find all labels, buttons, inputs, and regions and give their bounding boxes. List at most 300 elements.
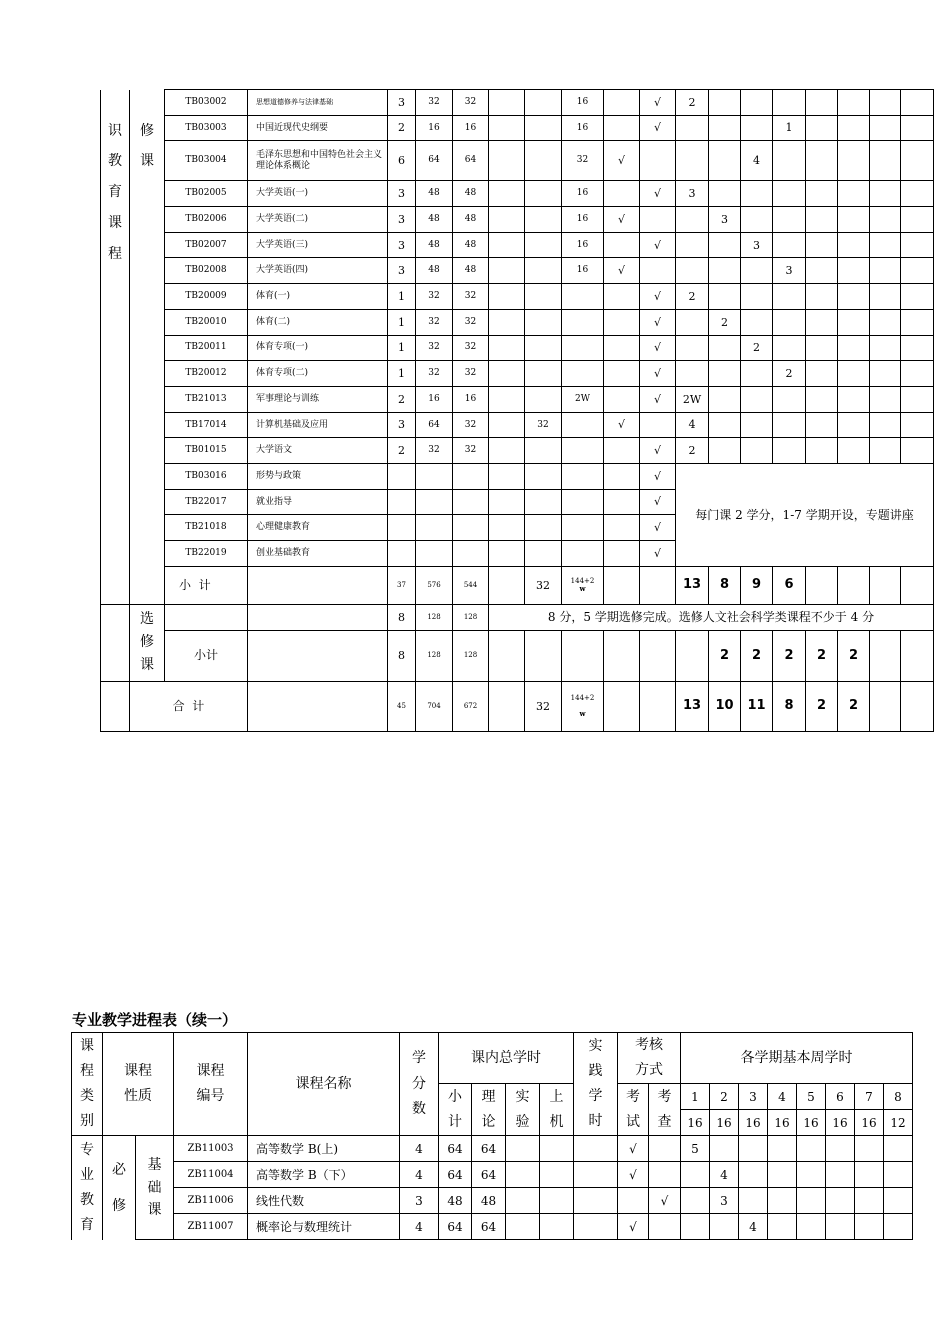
vertical-char: 修 bbox=[112, 1198, 126, 1215]
header-practice: 实 践 学 时 bbox=[574, 1033, 618, 1136]
semester-hours: 2W bbox=[676, 386, 709, 412]
semester-hours bbox=[855, 1188, 884, 1214]
semester-hours bbox=[901, 386, 934, 412]
page-title: 专业教学进程表（续一） bbox=[72, 1011, 238, 1029]
check-mark: √ bbox=[640, 115, 676, 141]
semester-weeks: 16 bbox=[855, 1110, 884, 1136]
check-mark: √ bbox=[640, 515, 676, 541]
practice-hours bbox=[562, 681, 604, 731]
elective-label bbox=[130, 604, 165, 681]
lecture-note: 每门课 2 学分，1-7 学期开设，专题讲座 bbox=[676, 463, 934, 566]
vertical-char: 程 bbox=[108, 245, 122, 262]
check-mark: √ bbox=[640, 463, 676, 489]
total-hours: 64 bbox=[439, 1214, 472, 1240]
semester-hours: 6 bbox=[773, 566, 806, 604]
course-code: TB22017 bbox=[165, 489, 248, 515]
semester-hours bbox=[768, 1188, 797, 1214]
check-mark: √ bbox=[640, 90, 676, 116]
computer-hours bbox=[525, 284, 562, 310]
semester-hours bbox=[797, 1136, 826, 1162]
check-mark: √ bbox=[640, 489, 676, 515]
practice-hours bbox=[562, 438, 604, 464]
semester-hours: 2 bbox=[709, 309, 741, 335]
semester-hours bbox=[901, 90, 934, 116]
semester-hours bbox=[901, 181, 934, 207]
nature-label bbox=[103, 1136, 136, 1240]
semester-hours bbox=[870, 335, 901, 361]
computer-hours bbox=[525, 90, 562, 116]
semester-hours bbox=[870, 141, 901, 181]
semester-hours bbox=[884, 1188, 913, 1214]
semester-hours bbox=[676, 309, 709, 335]
experiment-hours bbox=[489, 232, 525, 258]
exam-mark: √ bbox=[604, 412, 640, 438]
credit: 4 bbox=[400, 1136, 439, 1162]
empty-cell bbox=[416, 541, 453, 567]
semester-hours bbox=[838, 335, 870, 361]
semester-hours bbox=[768, 1162, 797, 1188]
semester-number: 4 bbox=[768, 1084, 797, 1110]
theory-hours: 32 bbox=[453, 412, 489, 438]
header-semester-hours: 各学期基本周学时 bbox=[681, 1033, 913, 1084]
check-mark bbox=[640, 207, 676, 233]
experiment-hours bbox=[506, 1214, 540, 1240]
check-mark: √ bbox=[640, 541, 676, 567]
practice-hours bbox=[562, 566, 604, 604]
course-code: TB03003 bbox=[165, 115, 248, 141]
course-code: TB02008 bbox=[165, 258, 248, 284]
semester-weeks: 16 bbox=[797, 1110, 826, 1136]
empty-cell bbox=[416, 515, 453, 541]
semester-hours bbox=[838, 566, 870, 604]
practice-hours: 16 bbox=[562, 181, 604, 207]
vertical-char: 必 bbox=[112, 1161, 126, 1178]
exam-mark bbox=[604, 90, 640, 116]
semester-hours bbox=[676, 630, 709, 681]
credit: 3 bbox=[388, 207, 416, 233]
check-mark bbox=[640, 258, 676, 284]
semester-hours: 4 bbox=[739, 1214, 768, 1240]
semester-hours bbox=[741, 258, 773, 284]
empty-cell bbox=[388, 515, 416, 541]
practice-hours bbox=[562, 284, 604, 310]
header-exam: 考 试 bbox=[618, 1084, 649, 1136]
semester-hours: 8 bbox=[773, 681, 806, 731]
semester-hours bbox=[741, 284, 773, 310]
vertical-char: 课 bbox=[140, 153, 154, 170]
semester-hours bbox=[773, 386, 806, 412]
total-hours: 32 bbox=[416, 284, 453, 310]
category-label bbox=[101, 604, 130, 681]
semester-hours bbox=[741, 361, 773, 387]
semester-hours bbox=[870, 412, 901, 438]
empty-cell bbox=[640, 630, 676, 681]
semester-hours bbox=[739, 1162, 768, 1188]
semester-hours bbox=[773, 438, 806, 464]
semester-hours: 2 bbox=[838, 681, 870, 731]
semester-hours bbox=[773, 141, 806, 181]
experiment-hours bbox=[506, 1136, 540, 1162]
semester-hours bbox=[870, 284, 901, 310]
credit: 37 bbox=[388, 566, 416, 604]
semester-hours bbox=[676, 207, 709, 233]
course-code: ZB11003 bbox=[174, 1136, 248, 1162]
exam-mark bbox=[604, 515, 640, 541]
type-label bbox=[136, 1136, 174, 1240]
experiment-hours bbox=[489, 284, 525, 310]
semester-hours: 13 bbox=[676, 681, 709, 731]
exam-mark: √ bbox=[618, 1214, 649, 1240]
empty-cell bbox=[489, 515, 525, 541]
semester-hours bbox=[870, 361, 901, 387]
header-code: 课程编号 bbox=[174, 1033, 248, 1136]
table-row bbox=[101, 141, 934, 181]
course-name: 思想道德修养与法律基础 bbox=[248, 90, 388, 116]
credit: 4 bbox=[400, 1162, 439, 1188]
semester-hours bbox=[838, 412, 870, 438]
credit: 2 bbox=[388, 438, 416, 464]
semester-hours bbox=[806, 115, 838, 141]
exam-mark bbox=[604, 438, 640, 464]
semester-hours bbox=[710, 1136, 739, 1162]
course-name: 高等数学 B(上) bbox=[248, 1136, 400, 1162]
empty-cell bbox=[525, 630, 562, 681]
table-row bbox=[72, 1214, 913, 1240]
empty-cell bbox=[525, 489, 562, 515]
total-hours: 64 bbox=[416, 412, 453, 438]
empty-cell bbox=[562, 463, 604, 489]
computer-hours bbox=[525, 207, 562, 233]
computer-hours bbox=[540, 1188, 574, 1214]
empty-cell bbox=[562, 489, 604, 515]
semester-hours: 4 bbox=[741, 141, 773, 181]
semester-hours bbox=[676, 141, 709, 181]
semester-hours bbox=[773, 309, 806, 335]
semester-hours bbox=[741, 412, 773, 438]
experiment-hours bbox=[489, 181, 525, 207]
semester-hours bbox=[870, 438, 901, 464]
semester-hours bbox=[884, 1136, 913, 1162]
course-name: 体育专项(二) bbox=[248, 361, 388, 387]
credit: 3 bbox=[388, 232, 416, 258]
semester-hours bbox=[797, 1214, 826, 1240]
exam-mark bbox=[604, 284, 640, 310]
semester-hours bbox=[901, 258, 934, 284]
experiment-hours bbox=[489, 412, 525, 438]
credit: 2 bbox=[388, 386, 416, 412]
credit: 6 bbox=[388, 141, 416, 181]
semester-hours bbox=[709, 141, 741, 181]
semester-hours bbox=[676, 335, 709, 361]
semester-hours bbox=[768, 1214, 797, 1240]
header-credit: 学 分 数 bbox=[400, 1033, 439, 1136]
empty-cell bbox=[416, 489, 453, 515]
theory-hours: 48 bbox=[453, 207, 489, 233]
semester-hours bbox=[739, 1188, 768, 1214]
semester-hours bbox=[901, 566, 934, 604]
semester-hours bbox=[826, 1214, 855, 1240]
experiment-hours bbox=[489, 386, 525, 412]
semester-weeks: 16 bbox=[681, 1110, 710, 1136]
computer-hours: 32 bbox=[525, 681, 562, 731]
semester-hours bbox=[806, 232, 838, 258]
semester-hours: 9 bbox=[741, 566, 773, 604]
semester-number: 2 bbox=[710, 1084, 739, 1110]
semester-hours: 2 bbox=[709, 630, 741, 681]
empty-cell bbox=[525, 463, 562, 489]
semester-hours bbox=[676, 232, 709, 258]
header-theory: 理 论 bbox=[472, 1084, 506, 1136]
exam-mark bbox=[604, 115, 640, 141]
course-name: 大学英语(二) bbox=[248, 207, 388, 233]
semester-hours bbox=[855, 1136, 884, 1162]
semester-hours bbox=[709, 386, 741, 412]
subtotal-label: 小 计 bbox=[165, 566, 248, 604]
semester-hours bbox=[741, 309, 773, 335]
exam-mark bbox=[604, 541, 640, 567]
practice-hours bbox=[562, 412, 604, 438]
practice-hours: 16 bbox=[562, 258, 604, 284]
semester-hours bbox=[838, 115, 870, 141]
theory-hours: 64 bbox=[472, 1162, 506, 1188]
semester-hours bbox=[709, 335, 741, 361]
theory-hours: 32 bbox=[453, 361, 489, 387]
semester-weeks: 16 bbox=[739, 1110, 768, 1136]
course-code: TB02005 bbox=[165, 181, 248, 207]
semester-hours: 4 bbox=[710, 1162, 739, 1188]
empty-cell bbox=[489, 463, 525, 489]
table-row bbox=[101, 566, 934, 604]
credit: 3 bbox=[388, 181, 416, 207]
semester-hours bbox=[773, 284, 806, 310]
empty-cell bbox=[562, 515, 604, 541]
semester-hours bbox=[870, 90, 901, 116]
empty-cell bbox=[453, 489, 489, 515]
theory-hours: 672 bbox=[453, 681, 489, 731]
semester-hours bbox=[806, 566, 838, 604]
semester-weeks: 16 bbox=[826, 1110, 855, 1136]
table-row bbox=[101, 258, 934, 284]
course-code: TB20011 bbox=[165, 335, 248, 361]
practice-a: 144+2 bbox=[570, 576, 595, 585]
credit: 8 bbox=[388, 630, 416, 681]
course-code: TB20009 bbox=[165, 284, 248, 310]
semester-hours bbox=[855, 1162, 884, 1188]
semester-hours bbox=[826, 1162, 855, 1188]
practice-hours: 16 bbox=[562, 232, 604, 258]
course-name: 大学英语(一) bbox=[248, 181, 388, 207]
credit: 1 bbox=[388, 361, 416, 387]
practice-hours bbox=[574, 1136, 618, 1162]
empty-cell bbox=[453, 541, 489, 567]
check-mark bbox=[640, 141, 676, 181]
course-name: 毛泽东思想和中国特色社会主义理论体系概论 bbox=[248, 141, 388, 181]
course-code: TB02006 bbox=[165, 207, 248, 233]
semester-hours bbox=[797, 1188, 826, 1214]
empty-cell bbox=[525, 541, 562, 567]
credit: 45 bbox=[388, 681, 416, 731]
practice-hours bbox=[574, 1214, 618, 1240]
semester-hours bbox=[676, 115, 709, 141]
semester-hours bbox=[901, 115, 934, 141]
semester-hours bbox=[838, 90, 870, 116]
computer-hours bbox=[525, 141, 562, 181]
semester-hours: 8 bbox=[709, 566, 741, 604]
semester-hours bbox=[901, 361, 934, 387]
semester-hours bbox=[676, 361, 709, 387]
empty-cell bbox=[604, 630, 640, 681]
semester-hours: 13 bbox=[676, 566, 709, 604]
semester-hours: 11 bbox=[741, 681, 773, 731]
header-experiment: 实 验 bbox=[506, 1084, 540, 1136]
total-hours: 704 bbox=[416, 681, 453, 731]
course-code: TB03002 bbox=[165, 90, 248, 116]
empty-cell bbox=[525, 515, 562, 541]
empty-cell bbox=[248, 630, 388, 681]
semester-hours bbox=[709, 115, 741, 141]
computer-hours bbox=[525, 232, 562, 258]
semester-hours bbox=[870, 630, 901, 681]
practice-hours: 2W bbox=[562, 386, 604, 412]
course-code: TB20012 bbox=[165, 361, 248, 387]
table-row bbox=[101, 181, 934, 207]
semester-hours bbox=[773, 181, 806, 207]
total-hours: 576 bbox=[416, 566, 453, 604]
vertical-char: 课 bbox=[108, 214, 122, 231]
vertical-char: 教 bbox=[108, 153, 122, 170]
semester-hours bbox=[838, 141, 870, 181]
check-mark: √ bbox=[640, 438, 676, 464]
course-code: TB02007 bbox=[165, 232, 248, 258]
table-row bbox=[101, 207, 934, 233]
course-code: TB03016 bbox=[165, 463, 248, 489]
general-education-table bbox=[100, 89, 934, 732]
computer-hours bbox=[540, 1162, 574, 1188]
vertical-char: 修 bbox=[140, 634, 154, 651]
semester-hours bbox=[901, 438, 934, 464]
total-hours: 32 bbox=[416, 361, 453, 387]
course-code: TB21018 bbox=[165, 515, 248, 541]
total-hours: 48 bbox=[416, 181, 453, 207]
experiment-hours bbox=[489, 90, 525, 116]
computer-hours bbox=[540, 1136, 574, 1162]
exam-mark: √ bbox=[604, 207, 640, 233]
vertical-char: 课 bbox=[147, 1202, 162, 1219]
vertical-char: 选 bbox=[140, 611, 154, 628]
grand-total-label: 合 计 bbox=[130, 681, 248, 731]
table-row bbox=[101, 412, 934, 438]
semester-hours: 3 bbox=[709, 207, 741, 233]
credit: 1 bbox=[388, 309, 416, 335]
course-name: 体育专项(一) bbox=[248, 335, 388, 361]
vertical-char: 教 bbox=[80, 1192, 94, 1209]
semester-hours bbox=[709, 232, 741, 258]
course-code: TB17014 bbox=[165, 412, 248, 438]
semester-hours bbox=[838, 181, 870, 207]
check-mark bbox=[649, 1162, 681, 1188]
semester-hours bbox=[901, 232, 934, 258]
vertical-char: 础 bbox=[147, 1179, 162, 1196]
empty-cell bbox=[562, 541, 604, 567]
total-hours: 32 bbox=[416, 438, 453, 464]
credit: 3 bbox=[400, 1188, 439, 1214]
semester-hours bbox=[806, 90, 838, 116]
total-hours: 64 bbox=[439, 1136, 472, 1162]
semester-hours bbox=[741, 181, 773, 207]
semester-hours bbox=[826, 1136, 855, 1162]
check-mark: √ bbox=[640, 361, 676, 387]
semester-hours bbox=[870, 309, 901, 335]
semester-hours bbox=[806, 207, 838, 233]
table-row bbox=[101, 115, 934, 141]
experiment-hours bbox=[506, 1188, 540, 1214]
semester-hours bbox=[710, 1214, 739, 1240]
theory-hours: 48 bbox=[472, 1188, 506, 1214]
semester-hours bbox=[838, 309, 870, 335]
semester-hours bbox=[870, 232, 901, 258]
semester-hours bbox=[901, 284, 934, 310]
total-hours: 64 bbox=[439, 1162, 472, 1188]
vertical-char: 修 bbox=[140, 122, 154, 139]
credit: 3 bbox=[388, 412, 416, 438]
semester-hours bbox=[838, 361, 870, 387]
computer-hours bbox=[525, 181, 562, 207]
category-label bbox=[101, 90, 130, 605]
semester-hours bbox=[838, 258, 870, 284]
theory-hours: 16 bbox=[453, 386, 489, 412]
theory-hours: 48 bbox=[453, 181, 489, 207]
exam-mark bbox=[604, 309, 640, 335]
vertical-char: 育 bbox=[80, 1217, 94, 1234]
theory-hours: 16 bbox=[453, 115, 489, 141]
semester-hours bbox=[739, 1136, 768, 1162]
semester-number: 6 bbox=[826, 1084, 855, 1110]
theory-hours: 48 bbox=[453, 258, 489, 284]
course-code: TB22019 bbox=[165, 541, 248, 567]
course-name: 大学英语(三) bbox=[248, 232, 388, 258]
experiment-hours bbox=[489, 141, 525, 181]
semester-hours bbox=[773, 207, 806, 233]
computer-hours bbox=[525, 335, 562, 361]
table-row bbox=[72, 1162, 913, 1188]
exam-mark bbox=[604, 681, 640, 731]
subtotal-label: 小计 bbox=[165, 630, 248, 681]
course-code: ZB11007 bbox=[174, 1214, 248, 1240]
practice-b: w bbox=[579, 709, 586, 719]
semester-hours bbox=[709, 258, 741, 284]
semester-hours bbox=[806, 361, 838, 387]
semester-hours bbox=[901, 630, 934, 681]
theory-hours: 32 bbox=[453, 335, 489, 361]
exam-mark bbox=[604, 566, 640, 604]
table-row bbox=[101, 232, 934, 258]
semester-hours bbox=[709, 181, 741, 207]
course-name: 大学语文 bbox=[248, 438, 388, 464]
empty-cell bbox=[489, 630, 525, 681]
semester-hours: 3 bbox=[676, 181, 709, 207]
practice-hours: 16 bbox=[562, 90, 604, 116]
credit: 4 bbox=[400, 1214, 439, 1240]
semester-hours: 10 bbox=[709, 681, 741, 731]
semester-hours: 2 bbox=[773, 361, 806, 387]
vertical-char: 识 bbox=[108, 122, 122, 139]
course-code: ZB11004 bbox=[174, 1162, 248, 1188]
semester-hours bbox=[884, 1162, 913, 1188]
exam-mark bbox=[604, 335, 640, 361]
theory-hours: 48 bbox=[453, 232, 489, 258]
exam-mark bbox=[604, 181, 640, 207]
header-name: 课程名称 bbox=[248, 1033, 400, 1136]
